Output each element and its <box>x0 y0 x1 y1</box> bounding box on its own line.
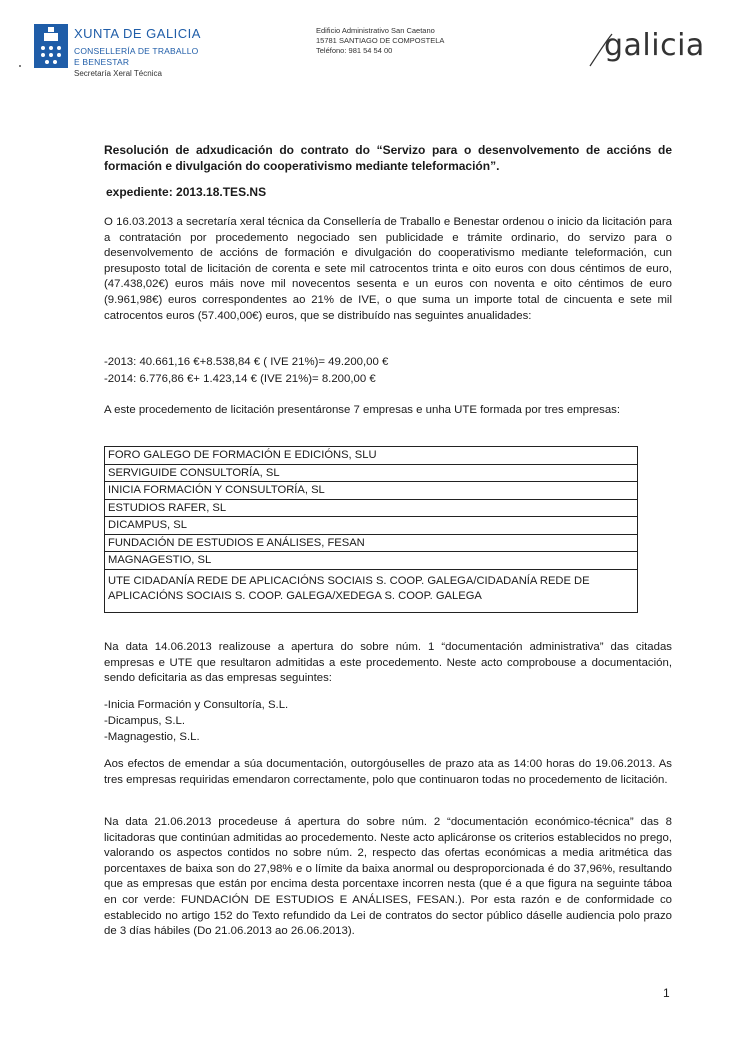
department-line-1: CONSELLERÍA DE TRABALLO <box>74 46 199 56</box>
table-row: ESTUDIOS RAFER, SL <box>105 500 637 518</box>
annuity-2013: -2013: 40.661,16 €+8.538,84 € ( IVE 21%)= 49.200,00 € <box>104 356 389 368</box>
table-row: FORO GALEGO DE FORMACIÓN E EDICIÓNS, SLU <box>105 447 637 465</box>
phone: Teléfono: 981 54 54 00 <box>316 46 393 55</box>
document-title: Resolución de adxudicación do contrato do “Servizo para o desenvolvemento de accións de formación e divulgación do cooperativismo mediante teleformación”. <box>104 143 672 173</box>
table-row: MAGNAGESTIO, SL <box>105 552 637 570</box>
galicia-brand: galicia <box>604 28 705 63</box>
table-row: DICAMPUS, SL <box>105 517 637 535</box>
coat-of-arms-icon <box>34 24 68 68</box>
paragraph-5: Na data 21.06.2013 procedeuse á apertura do sobre núm. 2 “documentación económico-técnica” das 8 licitadoras que continúan admitidas ao procedemento. Neste acto aplicáronse os criterios establecidos no prego, valorando os aspectos contidos no sobre núm. 2, respecto das ofertas económicas a media aritmética das porcentaxes de baixa son do 27,98% e o límite da baixa anormal ou desproporcionada é do 37,96%, resultando que as empresas que están por encima desta porcentaxe incorren nesta (que é a que figura na seguinte táboa en cor verde: FUNDACIÓN DE ESTUDIOS E ANÁLISES, FESAN.). Por esta razón e de conformidade co establecido no artigo 152 do Texto refundido da Lei de contratos do sector público dáselle audiencia polo prazo de 3 días hábiles (Do 21.06.2013 ao 26.06.2013). <box>104 816 672 938</box>
table-row: UTE CIDADANÍA REDE DE APLICACIÓNS SOCIAIS S. COOP. GALEGA/CIDADANÍA REDE DE APLICACIÓNS SOCIAIS S. COOP. GALEGA/XEDEGA S. COOP. GALEGA <box>108 574 590 602</box>
page-number: 1 <box>663 986 670 1000</box>
department-line-2: E BENESTAR <box>74 57 130 67</box>
table-row: INICIA FORMACIÓN Y CONSULTORÍA, SL <box>105 482 637 500</box>
deficient-company-1: -Inicia Formación y Consultoría, S.L. <box>104 699 289 711</box>
table-row: SERVIGUIDE CONSULTORÍA, SL <box>105 465 637 483</box>
annuity-2014: -2014: 6.776,86 €+ 1.423,14 € (IVE 21%)= 8.200,00 € <box>104 373 376 385</box>
paragraph-4: Aos efectos de emendar a súa documentación, outorgóuselles de prazo ata as 14:00 horas do 19.06.2013. As tres empresas requiridas emendaron correctamente, polo que continuaron todas no procedemento de licitación. <box>104 758 672 786</box>
deficient-company-3: -Magnagestio, S.L. <box>104 731 200 743</box>
paragraph-2: A este procedemento de licitación presentáronse 7 empresas e unha UTE formada por tres empresas: <box>104 404 621 416</box>
org-title: XUNTA DE GALICIA <box>74 26 201 41</box>
table-row: FUNDACIÓN DE ESTUDIOS E ANÁLISES, FESAN <box>105 535 637 553</box>
paragraph-1: O 16.03.2013 a secretaría xeral técnica da Consellería de Traballo e Benestar ordenou o inicio da licitación para a contratación por procedemento negociado sen publicidade e trámite ordinario, do servizo para o desenvolvemento de accións de formación e divulgación do cooperativismo mediante teleformación, cun presuposto total de licitación de corenta e sete mil catrocentos trinta e oito euros con dous céntimos de euro, (47.438,02€) euros máis nove mil novecentos sesenta e un euros con noventa e oito céntimos de euro (9.961,98€) euros correspondentes ao 21% de IVE, o que suma un importe total de cincuenta e sete mil catrocentos euros (57.400,00€) euros, que se distribuído nas seguintes anualidades: <box>104 216 672 322</box>
address-line-1: Edificio Administrativo San Caetano <box>316 26 435 35</box>
expediente: expediente: 2013.18.TES.NS <box>106 185 267 199</box>
deficient-company-2: -Dicampus, S.L. <box>104 715 186 727</box>
scan-dot <box>19 65 21 67</box>
secretariat: Secretaría Xeral Técnica <box>74 69 162 78</box>
companies-table <box>104 446 638 613</box>
paragraph-3: Na data 14.06.2013 realizouse a apertura do sobre núm. 1 “documentación administrativa” das citadas empresas e UTE que resultaron admitidas a este procedemento. Neste acto comprobouse a documentación, sendo deficitaria as das empresas seguintes: <box>104 641 672 685</box>
address-line-2: 15781 SANTIAGO DE COMPOSTELA <box>316 36 445 45</box>
